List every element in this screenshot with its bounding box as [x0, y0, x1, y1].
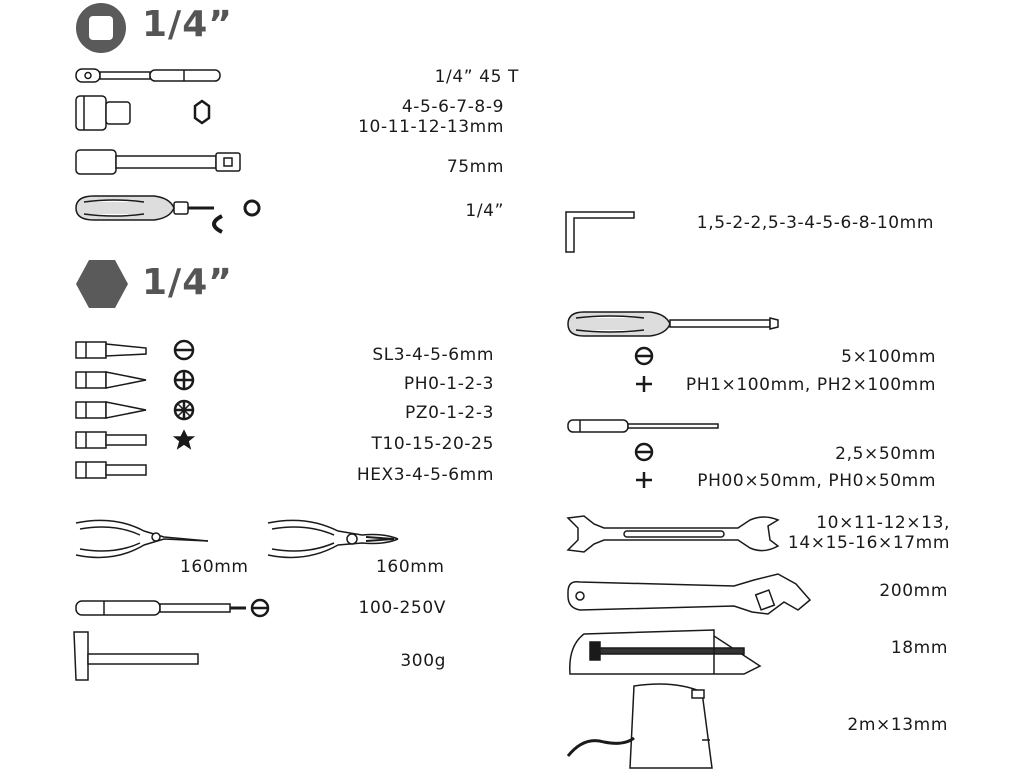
hammer-icon: [70, 628, 210, 688]
hex-bit-icon: [75, 258, 135, 318]
hammer-label: 300g: [400, 651, 446, 671]
section-title-square-drive: 1/4”: [142, 4, 233, 45]
hex-keys-label: 1,5-2-2,5-3-4-5-6-8-10mm: [696, 213, 934, 233]
wrenches-label-line2: 14×15-16×17mm: [787, 533, 950, 553]
bit-t-label: T10-15-20-25: [371, 434, 494, 454]
extension-bar-icon: [74, 148, 254, 178]
hex-key-icon: [562, 210, 642, 260]
voltage-tester-label: 100-250V: [358, 598, 446, 618]
tape-measure-icon: [564, 680, 724, 770]
section-title-hex-bits: 1/4”: [142, 262, 233, 303]
ratchet-label: 1/4” 45 T: [434, 67, 519, 87]
bit-pz-label: PZ0-1-2-3: [405, 403, 494, 423]
extension-label: 75mm: [446, 157, 504, 177]
precision-ph-label: PH00×50mm, PH0×50mm: [697, 471, 936, 491]
long-nose-pliers-label: 160mm: [180, 557, 249, 577]
wrenches-label-line1: 10×11-12×13,: [816, 513, 950, 533]
precision-flat-label: 2,5×50mm: [835, 444, 936, 464]
bit-sl-label: SL3-4-5-6mm: [372, 345, 494, 365]
bit-ph-label: PH0-1-2-3: [403, 374, 494, 394]
socket-icon: [74, 94, 214, 134]
bit-holder-icon: [74, 188, 274, 238]
combination-pliers-label: 160mm: [376, 557, 445, 577]
adjustable-wrench-label: 200mm: [879, 581, 948, 601]
square-drive-icon: [75, 2, 135, 62]
bit-hex-label: HEX3-4-5-6mm: [356, 465, 494, 485]
bit-holder-label: 1/4”: [465, 201, 504, 221]
sockets-label-line1: 4-5-6-7-8-9: [401, 97, 504, 117]
screwdriver-ph-label: PH1×100mm, PH2×100mm: [685, 375, 936, 395]
tape-label: 2m×13mm: [847, 715, 948, 735]
adjustable-wrench-icon: [564, 570, 824, 630]
ratchet-icon: [74, 66, 224, 86]
cutter-label: 18mm: [890, 638, 948, 658]
screwdriver-flat-label: 5×100mm: [841, 347, 936, 367]
open-end-wrench-icon: [564, 510, 784, 560]
voltage-tester-icon: [74, 597, 274, 621]
sockets-label-line2: 10-11-12-13mm: [358, 117, 504, 137]
utility-knife-icon: [564, 626, 774, 686]
bits-column-icon: [74, 338, 214, 488]
